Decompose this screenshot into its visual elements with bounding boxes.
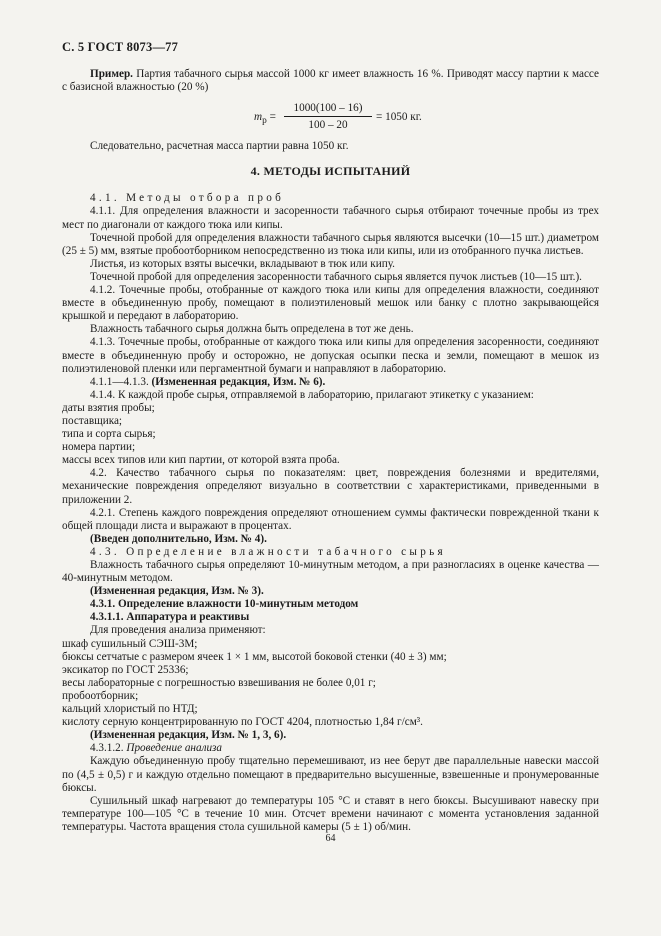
equipment-item: шкаф сушильный СЭШ-3М; [62, 637, 198, 650]
paragraph-4-1-4: 4.1.4. К каждой пробе сырья, отправляемой в лабораторию, прилагают этикетку с указанием: [90, 388, 534, 401]
subsection-italic-title: Проведение анализа [126, 742, 223, 755]
page-body [62, 68, 599, 834]
paragraph-4-3-1-2: Каждую объединенную пробу тщательно перемешивают, из нее берут две параллельные навески массой по (4,5 ± 0,5) г и каждую отдельно помещают в предварительно высушенные, взвешенные и пронумерованные бюксы. [62, 755, 599, 794]
subsection-number: 4.3.1.2. [90, 742, 127, 755]
section-title: 4. МЕТОДЫ ИСПЫТАНИЙ [250, 164, 411, 179]
formula-denominator: 100 – 20 [308, 119, 348, 132]
formula-sub: р [262, 116, 267, 127]
equipment-intro: Для проведения анализа применяют: [90, 624, 266, 637]
amendment-text: (Измененная редакция, Изм. № 6). [151, 375, 326, 388]
amendment-note-4-1 [62, 376, 599, 389]
label-item: массы всех типов или кип партии, от которой взята проба. [62, 454, 340, 467]
equipment-item: эксикатор по ГОСТ 25336; [62, 663, 189, 676]
example-text: Партия табачного сырья массой 1000 кг имеет влажность 16 %. Приводят массу партии к массе с базисной влажностью (20 %) [62, 68, 599, 94]
formula-lhs [254, 111, 276, 128]
page-number: 64 [325, 833, 336, 844]
equipment-item: весы лабораторные с погрешностью взвешивания не более 0,01 г; [62, 676, 376, 689]
paragraph-4-1-2-b: Влажность табачного сырья должна быть определена в тот же день. [90, 323, 414, 336]
label-item: даты взятия пробы; [62, 401, 155, 414]
paragraph-4-1-1-b: Точечной пробой для определения влажности табачного сырья являются высечки (10—15 шт.) диаметром (25 ± 5) мм, взятые пробоотборником непосредственно из тюка или кипы, или из отобранного пучка листьев. [62, 231, 599, 257]
paragraph-4-1-1-c: Листья, из которых взяты высечки, вкладывают в тюк или кипу. [90, 257, 395, 270]
example-conclusion: Следовательно, расчетная масса партии равна 1050 кг. [90, 140, 349, 153]
example-paragraph [62, 68, 599, 94]
formula-var: m [254, 111, 263, 124]
paragraph-4-1-3: 4.1.3. Точечные пробы, отобранные от каждого тюка или кипы для определения засоренности, соединяют вместе в объединенную пробу и осторожно, не допуская осыпки песка и земли, помещают в мешок из полиэтиленовой пленки или пергаментной бумаги и направляют в лабораторию. [62, 336, 599, 375]
subsection-4-3-1-1-title: 4.3.1.1. Аппаратура и реактивы [90, 611, 250, 624]
label-item: номера партии; [62, 441, 136, 454]
paragraph-4-1-1: 4.1.1. Для определения влажности и засоренности табачного сырья отбирают точечные пробы из трех мест по диагонали от каждого тюка или кипы. [62, 205, 599, 231]
amendment-note-4-3-1-1: (Измененная редакция, Изм. № 1, 3, 6). [90, 729, 287, 742]
formula-numerator: 1000(100 – 16) [284, 102, 372, 117]
subsection-4-3-title: 4.3. Определение влажности табачного сырья [90, 545, 446, 558]
paragraph-4-3: Влажность табачного сырья определяют 10-минутным методом, а при разногласиях в оценке качества — 40-минутным методом. [62, 559, 599, 585]
label-item: типа и сорта сырья; [62, 428, 156, 441]
equipment-item: кислоту серную концентрированную по ГОСТ 4204, плотностью 1,84 г/см³. [62, 716, 423, 729]
paragraph-4-1-1-d: Точечной пробой для определения засоренности табачного сырья является пучок листьев (10—15 шт.). [90, 270, 582, 283]
amendment-note-4-2-1: (Введен дополнительно, Изм. № 4). [90, 532, 267, 545]
formula-eq: = [266, 111, 276, 124]
example-label: Пример. [90, 68, 133, 80]
subsection-4-3-1-2-title [62, 742, 599, 755]
paragraph-4-3-1-2-b: Сушильный шкаф нагревают до температуры 105 °С и ставят в него бюксы. Высушивают навеску при температуре 100—105 °С в течение 10 мин. Отсчет времени начинают с момента установления заданной температуры. Частота вращения стола сушильной камеры (5 ± 1) об/мин. [62, 794, 599, 833]
amendment-note-4-3: (Измененная редакция, Изм. № 3). [90, 585, 264, 598]
subsection-4-3-1-title: 4.3.1. Определение влажности 10-минутным методом [90, 598, 359, 611]
paragraph-4-2: 4.2. Качество табачного сырья по показателям: цвет, повреждения болезнями и вредителями, механические повреждения определяют визуально в соответствии с характеристиками, приведенными в приложении 2. [62, 467, 599, 506]
amendment-range: 4.1.1—4.1.3. [90, 375, 152, 388]
paragraph-4-2-1: 4.2.1. Степень каждого повреждения определяют отношением суммы фактически поврежденной ткани к общей площади листа и выражают в процентах. [62, 506, 599, 532]
equipment-item: кальций хлористый по НТД; [62, 703, 198, 716]
equipment-item: пробоотборник; [62, 689, 139, 702]
formula-result: = 1050 кг. [376, 111, 422, 124]
running-head: С. 5 ГОСТ 8073—77 [62, 40, 179, 54]
label-item: поставщика; [62, 414, 123, 427]
paragraph-4-1-2: 4.1.2. Точечные пробы, отобранные от каждого тюка или кипы для определения влажности, соединяют вместе в объединенную пробу, помещают в полиэтиленовый мешок или банку с плотно закрывающейся крышкой и передают в лабораторию. [62, 284, 599, 323]
equipment-item: бюксы сетчатые с размером ячеек 1 × 1 мм, высотой боковой стенки (40 ± 3) мм; [62, 650, 447, 663]
formula [254, 102, 599, 132]
subsection-4-1-title: 4.1. Методы отбора проб [90, 192, 285, 205]
formula-fraction [284, 102, 372, 132]
